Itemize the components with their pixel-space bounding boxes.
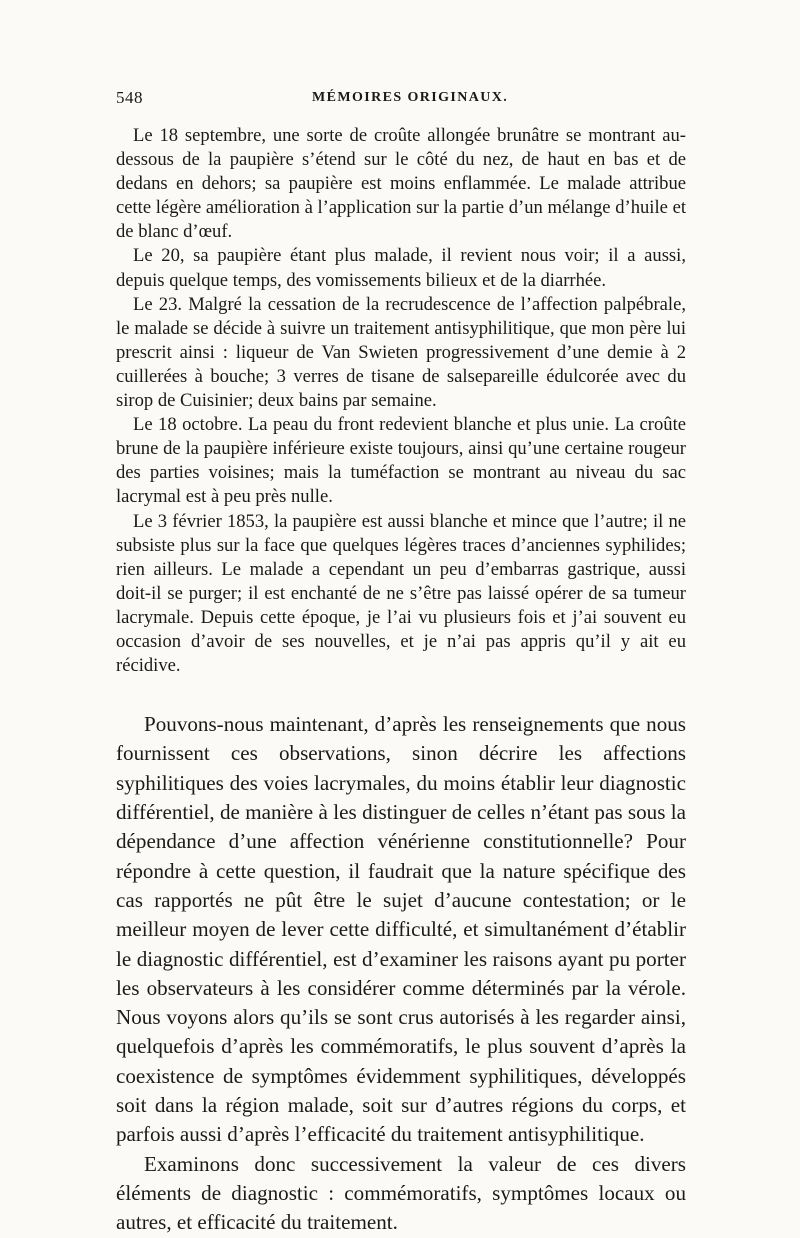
page-number: 548 bbox=[116, 88, 143, 107]
case-paragraph: Le 3 février 1853, la paupière est aussi blanche et mince que l’autre; il ne subsiste plus sur la face que quelques légères traces d’anciennes syphilides; rien ailleurs. Le malade a cependant un peu d’embarras gastrique, aussi doit-il se purger; il est enchanté de ne s’être pas laissé opérer de sa tumeur lacrymale. Depuis cette époque, je l’ai vu plusieurs fois et j’ai souvent eu occasion d’avoir de ses nouvelles, et je n’ai pas appris qu’il y ait eu récidive. bbox=[116, 510, 686, 677]
case-paragraph: Le 23. Malgré la cessation de la recrudescence de l’affection palpébrale, le malade se décide à suivre un traitement antisyphilitique, que mon père lui prescrit ainsi : liqueur de Van Swieten progressivement d’une demie à 2 cuillerées à bouche; 3 verres de tisane de salsepareille édulcorée avec du sirop de Cuisinier; deux bains par semaine. bbox=[116, 293, 686, 412]
case-paragraph: Le 20, sa paupière étant plus malade, il revient nous voir; il a aussi, depuis quelque temps, des vomissements bilieux et de la diarrhée. bbox=[116, 245, 686, 291]
case-paragraph: Le 18 octobre. La peau du front redevient blanche et plus unie. La croûte brune de la paupière inférieure existe toujours, ainsi qu’une certaine rougeur des parties voisines; mais la tuméfaction se montrant au niveau du sac lacrymal est à peu près nulle. bbox=[116, 414, 686, 508]
discussion-paragraph: Pouvons-nous maintenant, d’après les renseignements que nous fournissent ces observations, sinon décrire les affections syphilitiques des voies lacrymales, du moins établir leur diagnostic différentiel, de manière à les distinguer de celles n’étant pas sous la dépendance d’une affection vénérienne constitutionnelle? Pour répondre à cette question, il faudrait que la nature spécifique des cas rapportés ne pût être le sujet d’aucune contestation; or le meilleur moyen de lever cette difficulté, et simultanément d’établir le diagnostic différentiel, est d’examiner les raisons ayant pu porter les observateurs à les considérer comme déterminés par la vérole. Nous voyons alors qu’ils se sont crus autorisés à les regarder ainsi, quelquefois d’après les commémoratifs, le plus souvent d’après la coexistence de symptômes évidemment syphilitiques, développés soit dans la région malade, soit sur d’autres régions du corps, et parfois aussi d’après l’efficacité du traitement antisyphilitique. bbox=[116, 712, 686, 1147]
discussion bbox=[116, 710, 686, 1237]
case-paragraph: Le 18 septembre, une sorte de croûte allongée brunâtre se montrant au-dessous de la paupière s’étend sur le côté du nez, de haut en bas et de dedans en dehors; sa paupière est moins enflammée. Le malade attribue cette légère amélioration à l’application sur la partie d’un mélange d’huile et de blanc d’œuf. bbox=[116, 125, 686, 243]
book-page bbox=[116, 88, 686, 1238]
running-head bbox=[116, 88, 686, 116]
running-title: MÉMOIRES ORIGINAUX. bbox=[312, 90, 509, 105]
case-report bbox=[116, 124, 686, 678]
discussion-paragraph: Examinons donc successivement la valeur de ces divers éléments de diagnostic : commémoratifs, symptômes locaux ou autres, et efficacité du traitement. bbox=[116, 1151, 686, 1235]
